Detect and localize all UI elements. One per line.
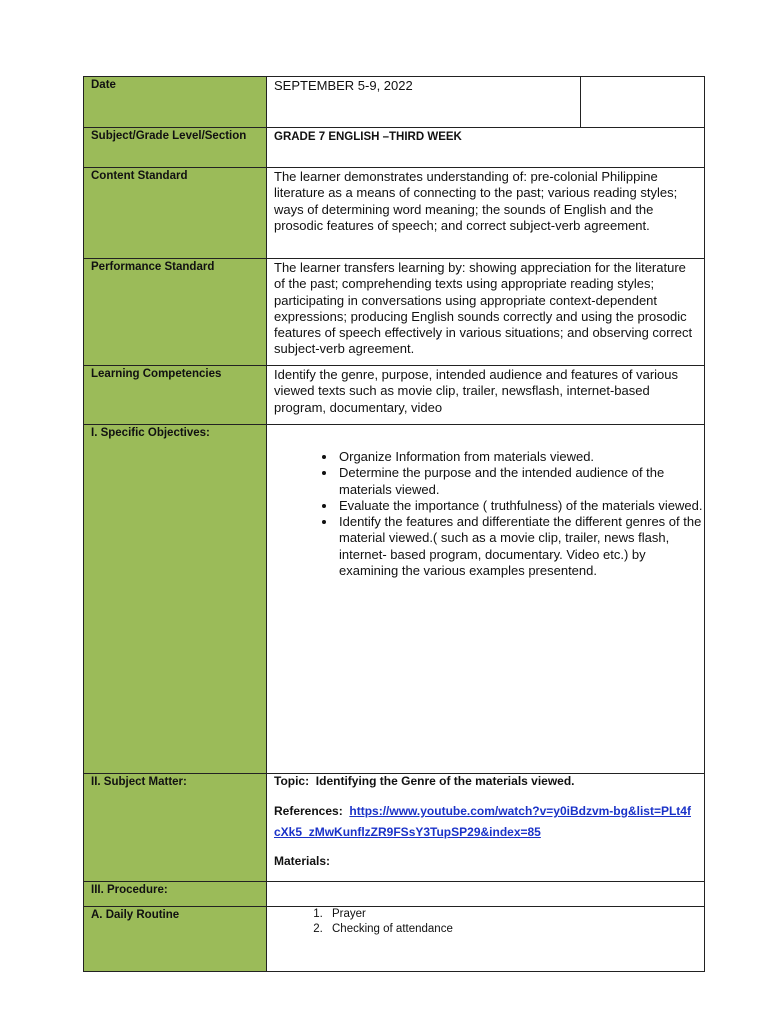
list-item: • Identify the features and differentiate the different genres of the material viewed.( such as a movie clip, trailer, news flash, internet- based program, documentary. Video etc.) by examining the various examples presentend. <box>337 514 704 579</box>
performance-standard-label: Performance Standard <box>84 259 267 366</box>
row-content-standard <box>84 168 705 259</box>
content-standard-value: The learner demonstrates understanding of: pre-colonial Philippine literature as a means of connecting to the past; various reading styles; ways of determining word meaning; the sounds of English and the prosodic features of speech; and correct subject-verb agreement. <box>267 168 705 259</box>
row-learning-competencies <box>84 366 705 425</box>
lesson-plan-table <box>83 76 705 972</box>
subject-value: GRADE 7 ENGLISH –THIRD WEEK <box>267 128 705 168</box>
row-daily-routine <box>84 907 705 972</box>
list-item: • Evaluate the importance ( truthfulness) of the materials viewed. <box>337 498 704 514</box>
row-date <box>84 77 705 128</box>
lesson-plan-document <box>83 76 705 972</box>
list-item: • Determine the purpose and the intended audience of the materials viewed. <box>337 465 704 498</box>
topic-line <box>274 774 697 789</box>
date-cell <box>267 77 705 128</box>
list-item: 2. Checking of attendance <box>326 922 697 937</box>
procedure-label: III. Procedure: <box>84 882 267 907</box>
row-performance-standard <box>84 259 705 366</box>
materials-label: Materials: <box>274 854 331 868</box>
references-link[interactable]: https://www.youtube.com/watch?v=y0iBdzvm-bg&list=PLt4fcXk5_zMwKunflzZR9FSsY3TupSP29&index=85 <box>274 804 691 839</box>
row-subject-matter <box>84 774 705 882</box>
date-value: SEPTEMBER 5-9, 2022 <box>274 78 413 93</box>
row-specific-objectives <box>84 425 705 774</box>
routine-list <box>274 907 697 937</box>
daily-routine-label: A. Daily Routine <box>84 907 267 972</box>
learning-competencies-label: Learning Competencies <box>84 366 267 425</box>
subject-label: Subject/Grade Level/Section <box>84 128 267 168</box>
topic-label: Topic: <box>274 774 310 788</box>
specific-objectives-label: I. Specific Objectives: <box>84 425 267 774</box>
subject-matter-label: II. Subject Matter: <box>84 774 267 882</box>
list-item: 1. Prayer <box>326 907 697 922</box>
specific-objectives-cell <box>267 425 705 774</box>
objectives-list <box>267 449 704 579</box>
row-procedure <box>84 882 705 907</box>
date-empty-box <box>580 77 704 127</box>
subject-matter-cell <box>267 774 705 882</box>
references-line <box>274 801 697 843</box>
content-standard-label: Content Standard <box>84 168 267 259</box>
references-label: References: <box>274 804 343 818</box>
row-subject <box>84 128 705 168</box>
learning-competencies-value: Identify the genre, purpose, intended audience and features of various viewed texts such as movie clip, trailer, newsflash, internet-based program, documentary, video <box>267 366 705 425</box>
topic-value: Identifying the Genre of the materials viewed. <box>315 774 575 788</box>
date-label: Date <box>84 77 267 128</box>
list-item: • Organize Information from materials viewed. <box>337 449 704 465</box>
performance-standard-value: The learner transfers learning by: showing appreciation for the literature of the past; comprehending texts using appropriate reading styles; participating in conversations using appropriate context-dependent expressions; producing English sounds correctly and using the prosodic features of speech effectively in various situations; and observing correct subject-verb agreement. <box>267 259 705 366</box>
daily-routine-cell <box>267 907 705 972</box>
procedure-value <box>267 882 705 907</box>
